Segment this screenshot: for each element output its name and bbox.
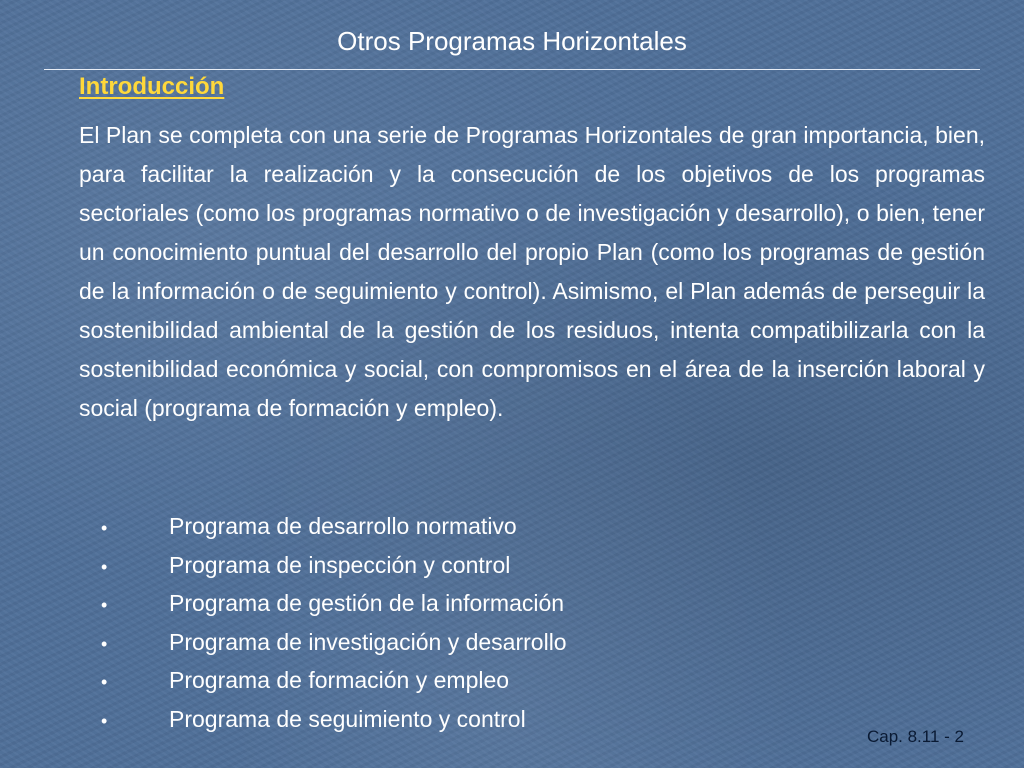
list-item <box>79 623 779 662</box>
list-item <box>79 700 779 739</box>
list-item <box>79 507 779 546</box>
list-item-label: Programa de formación y empleo <box>169 667 510 693</box>
slide-title: Otros Programas Horizontales <box>337 26 687 56</box>
bullet-icon: • <box>101 595 108 615</box>
section-heading: Introducción <box>79 73 225 100</box>
bullet-icon: • <box>101 556 108 577</box>
list-item-label: Programa de desarrollo normativo <box>169 513 517 539</box>
intro-paragraph: El Plan se completa con una serie de Programas Horizontales de gran importancia, bien, para facilitar la realización y la consecución de los objetivos de los programas sectoriales (como los programas normativo o de investigación y desarrollo), o bien, tener un conocimiento puntual del desarrollo del propio Plan (como los programas de gestión de la información o de seguimiento y control). Asimismo, el Plan además de perseguir la sostenibilidad ambiental de la gestión de los residuos, intenta compatibilizarla con la sostenibilidad económica y social, con compromisos en el área de la inserción laboral y social (programa de formación y empleo). <box>79 122 985 421</box>
bullet-icon: • <box>101 710 108 731</box>
page-number: Cap. 8.11 - 2 <box>866 727 964 746</box>
bullet-icon: • <box>101 633 108 654</box>
title-divider <box>44 69 980 70</box>
list-item-label: Programa de inspección y control <box>169 551 511 578</box>
bullet-icon: • <box>101 672 108 692</box>
list-item <box>79 661 779 700</box>
list-item-label: Programa de investigación y desarrollo <box>169 628 567 655</box>
list-item-label: Programa de seguimiento y control <box>169 705 526 732</box>
list-item <box>79 584 779 623</box>
bullet-icon: • <box>101 518 108 538</box>
list-item-label: Programa de gestión de la información <box>169 590 565 616</box>
program-list <box>79 507 779 738</box>
list-item <box>79 546 779 585</box>
